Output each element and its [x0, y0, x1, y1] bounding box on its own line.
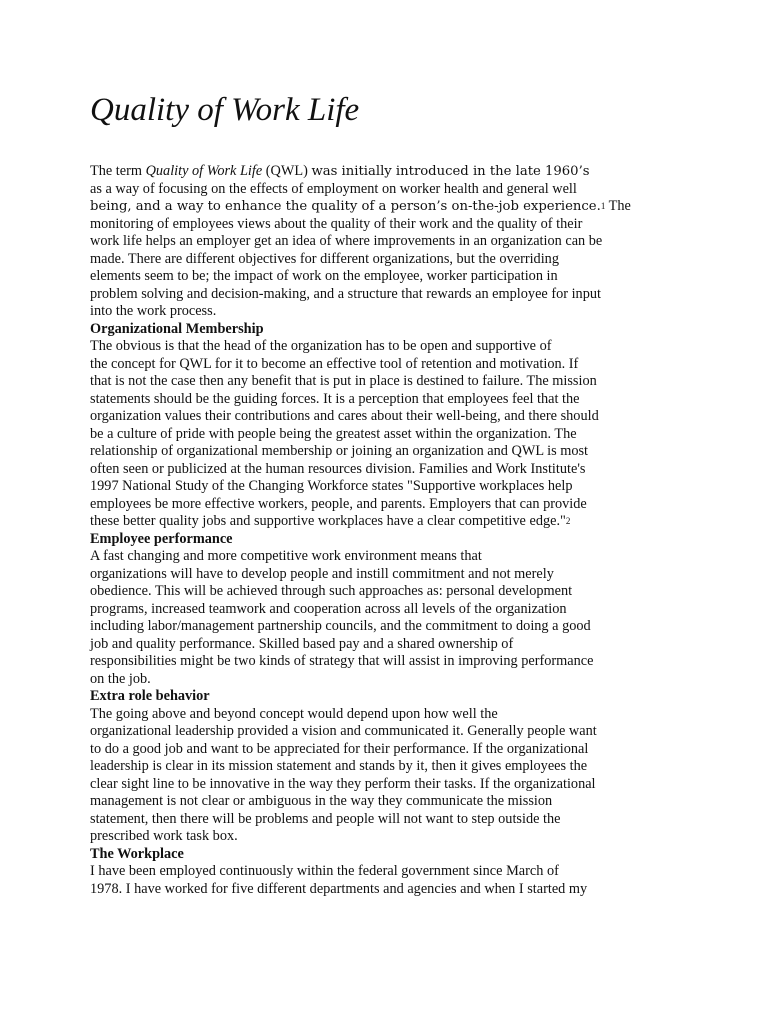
paragraph-line: on the job. — [90, 670, 151, 687]
text-run: was initially introduced in the late 1960’s — [311, 164, 590, 179]
paragraph-line: relationship of organizational membership or joining an organization and QWL is most — [90, 443, 589, 459]
text-run: (QWL) — [262, 163, 312, 179]
section-heading: Organizational Membership — [90, 320, 264, 337]
paragraph-line: organization values their contributions and cares about their well-being, and there should — [90, 408, 599, 424]
emphasized-term: Quality of Work Life — [145, 163, 263, 179]
paragraph-line: often seen or publicized at the human resources division. Families and Work Institute's — [90, 460, 586, 477]
section-heading: The Workplace — [90, 845, 184, 862]
paragraph-line: clear sight line to be innovative in the way they perform their tasks. If the organizational — [90, 775, 596, 792]
paragraph-line: The obvious is that the head of the organization has to be open and supportive of — [90, 338, 552, 354]
paragraph-line: elements seem to be; the impact of work on the employee, worker participation in — [90, 268, 558, 284]
paragraph-line: including labor/management partnership councils, and the commitment to doing a good — [90, 618, 591, 634]
section-extra-role — [90, 688, 650, 846]
paragraph-line: monitoring of employees views about the quality of their work and the quality of their — [90, 215, 583, 232]
paragraph-line: the concept for QWL for it to become an effective tool of retention and motivation. If — [90, 355, 579, 372]
footnote-ref: 2 — [565, 516, 571, 526]
paragraph-line — [90, 513, 650, 531]
paragraph-line: statement, then there will be problems and people will not want to step outside the — [90, 810, 561, 827]
paragraph-line: A fast changing and more competitive work environment means that — [90, 548, 482, 564]
paragraph-line: organizational leadership provided a vision and communicated it. Generally people want — [90, 723, 597, 739]
paragraph-line — [90, 163, 650, 181]
paragraph-line: be a culture of pride with people being the greatest asset within the organization. The — [90, 425, 577, 442]
paragraph-line: statements should be the guiding forces. It is a perception that employees feel that the — [90, 390, 580, 407]
text-run: these better quality jobs and supportive workplaces have a clear competitive edge." — [90, 513, 566, 529]
text-run: being, and a way to enhance the quality of a person’s on-the-job experience. — [90, 199, 601, 214]
intro-paragraph — [90, 163, 650, 321]
paragraph-line: problem solving and decision-making, and a structure that rewards an employee for input — [90, 285, 601, 302]
paragraph-line: leadership is clear in its mission statement and stands by it, then it gives employees the — [90, 758, 588, 774]
section-workplace — [90, 846, 650, 899]
paragraph-line: I have been employed continuously within the federal government since March of — [90, 863, 559, 879]
paragraph-line: The going above and beyond concept would depend upon how well the — [90, 705, 498, 722]
section-membership — [90, 321, 650, 531]
section-heading: Extra role behavior — [90, 688, 210, 704]
section-heading: Employee performance — [90, 530, 233, 547]
document-title: Quality of Work Life — [90, 92, 360, 128]
paragraph-line: to do a good job and want to be appreciated for their performance. If the organizational — [90, 740, 589, 757]
document-body — [90, 163, 650, 898]
paragraph-line: prescribed work task box. — [90, 828, 238, 844]
text-run: The — [605, 198, 631, 214]
paragraph-line: 1978. I have worked for five different departments and agencies and when I started my — [90, 880, 588, 897]
footnote-ref: 1 — [600, 201, 606, 211]
paragraph-line: into the work process. — [90, 303, 217, 319]
paragraph-line: organizations will have to develop people and instill commitment and not merely — [90, 565, 554, 582]
section-performance — [90, 531, 650, 689]
paragraph-line: responsibilities might be two kinds of strategy that will assist in improving performance — [90, 653, 594, 669]
paragraph-line: work life helps an employer get an idea of where improvements in an organization can be — [90, 233, 603, 249]
paragraph-line: 1997 National Study of the Changing Workforce states "Supportive workplaces help — [90, 478, 573, 494]
paragraph-line: management is not clear or ambiguous in the way they communicate the mission — [90, 793, 553, 809]
paragraph-line — [90, 198, 650, 216]
text-run: The term — [90, 163, 146, 179]
paragraph-line: made. There are different objectives for different organizations, but the overriding — [90, 250, 559, 267]
paragraph-line: job and quality performance. Skilled based pay and a shared ownership of — [90, 635, 514, 652]
paragraph-line: as a way of focusing on the effects of employment on worker health and general well — [90, 180, 577, 197]
paragraph-line: that is not the case then any benefit that is put in place is destined to failure. The mission — [90, 373, 597, 389]
paragraph-line: employees be more effective workers, people, and parents. Employers that can provide — [90, 495, 587, 512]
paragraph-line: programs, increased teamwork and cooperation across all levels of the organization — [90, 600, 567, 617]
paragraph-line: obedience. This will be achieved through such approaches as: personal development — [90, 583, 573, 599]
